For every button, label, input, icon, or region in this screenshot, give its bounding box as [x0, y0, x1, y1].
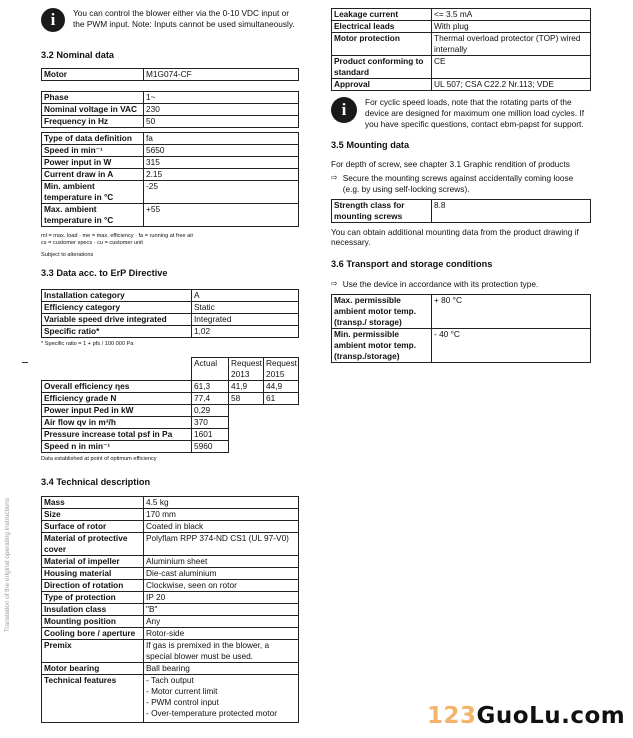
control-note — [41, 8, 299, 32]
blank-header-cell — [42, 358, 192, 381]
voltage-value: 230 — [144, 103, 299, 115]
table-row — [42, 417, 299, 429]
table-row — [42, 496, 299, 508]
motor-bearing-label: Motor bearing — [42, 662, 144, 674]
technical-table — [41, 496, 299, 723]
table-row — [332, 56, 591, 79]
specific-ratio-label: Specific ratio* — [42, 325, 192, 337]
empty-cell — [229, 405, 264, 417]
protective-cover-value: Polyflam RPP 374-ND CS1 (UL 97-V0) — [144, 532, 299, 555]
surface-rotor-value: Coated in black — [144, 520, 299, 532]
empty-cell — [229, 429, 264, 441]
table-row — [42, 301, 299, 313]
electrical-leads-value: With plug — [432, 21, 591, 33]
product-conforming-value: CE — [432, 56, 591, 79]
motor-value: M1G074-CF — [144, 68, 299, 80]
header-request-2013: Request 2013 — [229, 358, 264, 381]
mounting-bullet-text: Secure the mounting screws against accidentally coming loose (e.g. by using self-locking screws). — [342, 173, 574, 194]
efficiency-grade-actual: 77,4 — [192, 393, 229, 405]
mass-label: Mass — [42, 496, 144, 508]
electrical-leads-label: Electrical leads — [332, 21, 432, 33]
subject-to-alterations: Subject to alterations — [41, 252, 94, 259]
impeller-material-value: Aluminium sheet — [144, 555, 299, 567]
table-row — [42, 132, 299, 144]
info-icon: i — [331, 97, 357, 123]
feature-item: - Tach output — [146, 674, 194, 685]
protection-type-value: IP 20 — [144, 591, 299, 603]
table-row — [42, 144, 299, 156]
speed-n-actual: 5960 — [192, 441, 229, 453]
cyclic-load-note-text: For cyclic speed loads, note that the rotating parts of the device are designed for maximum one million load cycles. If you have specific questions, contact ebm-papst for support. — [365, 97, 585, 129]
table-row — [42, 68, 299, 80]
table-row — [42, 674, 299, 722]
arrow-right-icon: ⇨ — [331, 173, 338, 183]
current-draw-value: 2.15 — [144, 168, 299, 180]
cooling-bore-value: Rotor-side — [144, 627, 299, 639]
max-ambient-label: Max. ambient temperature in °C — [42, 203, 144, 226]
motor-bearing-value: Ball bearing — [144, 662, 299, 674]
performance-table — [41, 132, 299, 227]
min-temp-value: - 40 °C — [432, 328, 591, 362]
mounting-heading: 3.5 Mounting data — [331, 139, 410, 150]
specific-ratio-value: 1,02 — [192, 325, 299, 337]
info-icon: i — [41, 8, 65, 32]
mounting-position-value: Any — [144, 615, 299, 627]
rotation-direction-value: Clockwise, seen on rotor — [144, 579, 299, 591]
table-row — [42, 203, 299, 226]
motor-protection-value: Thermal overload protector (TOP) wired internally — [432, 33, 591, 56]
power-input-kw-actual: 0,29 — [192, 405, 229, 417]
feature-item: - Motor current limit — [146, 685, 218, 696]
screw-depth-text: For depth of screw, see chapter 3.1 Graphic rendition of products — [331, 159, 570, 170]
table-row — [42, 532, 299, 555]
overall-efficiency-2013: 41,9 — [229, 381, 264, 393]
watermark-numbers: 123 — [427, 703, 477, 729]
table-row — [332, 9, 591, 21]
max-temp-label: Max. permissible ambient motor temp. (transp./ storage) — [332, 294, 432, 328]
efficiency-grade-2015: 61 — [264, 393, 299, 405]
table-row — [332, 199, 591, 222]
side-translation-text: Translation of the original operating instructions — [4, 498, 11, 633]
mounting-bullet — [331, 173, 591, 195]
leakage-current-label: Leakage current — [332, 9, 432, 21]
strength-class-table — [331, 199, 591, 223]
empty-cell — [229, 417, 264, 429]
table-row — [42, 381, 299, 393]
table-row — [42, 91, 299, 103]
phase-label: Phase — [42, 91, 144, 103]
transport-heading: 3.6 Transport and storage conditions — [331, 259, 493, 270]
data-established-note: Data established at point of optimum efficiency — [41, 456, 157, 463]
frequency-value: 50 — [144, 115, 299, 127]
installation-category-value: A — [192, 289, 299, 301]
efficiency-category-label: Efficiency category — [42, 301, 192, 313]
approval-label: Approval — [332, 79, 432, 91]
table-row — [332, 79, 591, 91]
speed-label: Speed in min⁻¹ — [42, 144, 144, 156]
surface-rotor-label: Surface of rotor — [42, 520, 144, 532]
housing-material-value: Die-cast aluminium — [144, 567, 299, 579]
table-row — [42, 603, 299, 615]
min-ambient-value: -25 — [144, 180, 299, 203]
phase-value: 1~ — [144, 91, 299, 103]
margin-mark — [22, 362, 28, 363]
empty-cell — [229, 441, 264, 453]
motor-label: Motor — [42, 68, 144, 80]
transport-bullet — [331, 279, 591, 290]
empty-cell — [264, 405, 299, 417]
variable-speed-value: Integrated — [192, 313, 299, 325]
table-row — [42, 639, 299, 662]
efficiency-grade-2013: 58 — [229, 393, 264, 405]
air-flow-label: Air flow qv in m³/h — [42, 417, 192, 429]
protective-cover-label: Material of protective cover — [42, 532, 144, 555]
table-row — [42, 115, 299, 127]
table-row — [42, 579, 299, 591]
table-row — [42, 313, 299, 325]
strength-class-label: Strength class for mounting screws — [332, 199, 432, 222]
efficiency-category-value: Static — [192, 301, 299, 313]
table-row — [42, 168, 299, 180]
strength-class-value: 8.8 — [432, 199, 591, 222]
overall-efficiency-actual: 61,3 — [192, 381, 229, 393]
table-row — [332, 33, 591, 56]
table-row — [42, 555, 299, 567]
empty-cell — [264, 441, 299, 453]
header-actual: Actual — [192, 358, 229, 381]
table-row — [42, 662, 299, 674]
nominal-footnote-1: ml = max. load · me = max. efficiency · fa = running at free air — [41, 232, 194, 239]
power-input-label: Power input in W — [42, 156, 144, 168]
premix-value: If gas is premixed in the blower, a special blower must be used. — [144, 639, 299, 662]
site-watermark — [427, 702, 625, 731]
pressure-increase-label: Pressure increase total psf in Pa — [42, 429, 192, 441]
technical-heading: 3.4 Technical description — [41, 477, 151, 488]
insulation-class-label: Insulation class — [42, 603, 144, 615]
overall-efficiency-2015: 44,9 — [264, 381, 299, 393]
leakage-current-value: <= 3.5 mA — [432, 9, 591, 21]
table-row — [42, 508, 299, 520]
premix-label: Premix — [42, 639, 144, 662]
speed-value: 5650 — [144, 144, 299, 156]
efficiency-grade-label: Efficiency grade N — [42, 393, 192, 405]
empty-cell — [264, 417, 299, 429]
table-header-row — [42, 358, 299, 381]
size-value: 170 mm — [144, 508, 299, 520]
voltage-label: Nominal voltage in VAC — [42, 103, 144, 115]
electrical-table — [41, 91, 299, 128]
header-request-2015: Request 2015 — [264, 358, 299, 381]
table-row — [42, 615, 299, 627]
power-input-kw-label: Power input Ped in kW — [42, 405, 192, 417]
overall-efficiency-label: Overall efficiency ηes — [42, 381, 192, 393]
rotation-direction-label: Direction of rotation — [42, 579, 144, 591]
nominal-data-heading: 3.2 Nominal data — [41, 50, 115, 60]
erp-table — [41, 289, 299, 338]
arrow-right-icon: ⇨ — [331, 278, 338, 288]
control-note-text: You can control the blower either via the 0-10 VDC input or the PWM input. Note: Inputs cannot be used simultaneously. — [73, 8, 295, 29]
feature-item: - Over-temperature protected motor — [146, 707, 277, 718]
table-row — [332, 294, 591, 328]
table-row — [42, 180, 299, 203]
cooling-bore-label: Cooling bore / aperture — [42, 627, 144, 639]
product-conforming-label: Product conforming to standard — [332, 56, 432, 79]
max-temp-value: + 80 °C — [432, 294, 591, 328]
impeller-material-label: Material of impeller — [42, 555, 144, 567]
frequency-label: Frequency in Hz — [42, 115, 144, 127]
table-row — [42, 393, 299, 405]
table-row — [42, 156, 299, 168]
max-ambient-value: +55 — [144, 203, 299, 226]
specific-ratio-note: * Specific ratio = 1 + pfs / 100 000 Pa — [41, 340, 134, 347]
protection-type-label: Type of protection — [42, 591, 144, 603]
data-definition-label: Type of data definition — [42, 132, 144, 144]
right-column — [331, 0, 591, 363]
table-row — [42, 405, 299, 417]
current-draw-label: Current draw in A — [42, 168, 144, 180]
watermark-domain: GuoLu.com — [476, 703, 626, 729]
table-row — [42, 325, 299, 337]
size-label: Size — [42, 508, 144, 520]
efficiency-table — [41, 357, 299, 453]
power-input-value: 315 — [144, 156, 299, 168]
table-row — [42, 520, 299, 532]
speed-n-label: Speed n in min⁻¹ — [42, 441, 192, 453]
transport-bullet-text: Use the device in accordance with its protection type. — [342, 278, 539, 289]
table-row — [42, 567, 299, 579]
table-row — [42, 289, 299, 301]
approval-value: UL 507; CSA C22.2 Nr.113; VDE — [432, 79, 591, 91]
installation-category-label: Installation category — [42, 289, 192, 301]
additional-mounting-text: You can obtain additional mounting data from the product drawing if necessary. — [331, 226, 579, 248]
electrical-details-table — [331, 8, 591, 91]
min-ambient-label: Min. ambient temperature in °C — [42, 180, 144, 203]
transport-table — [331, 294, 591, 363]
table-row — [42, 103, 299, 115]
left-column — [41, 0, 299, 723]
table-row — [42, 627, 299, 639]
table-row — [42, 429, 299, 441]
table-row — [42, 591, 299, 603]
nominal-footnote-2: cs = customer specs · cu = customer unit — [41, 239, 143, 246]
feature-item: - PWM control input — [146, 696, 219, 707]
mass-value: 4.5 kg — [144, 496, 299, 508]
table-row — [332, 328, 591, 362]
air-flow-actual: 370 — [192, 417, 229, 429]
min-temp-label: Min. permissible ambient motor temp. (transp./storage) — [332, 328, 432, 362]
motor-table — [41, 68, 299, 81]
housing-material-label: Housing material — [42, 567, 144, 579]
motor-protection-label: Motor protection — [332, 33, 432, 56]
technical-features-label: Technical features — [42, 674, 144, 722]
mounting-position-label: Mounting position — [42, 615, 144, 627]
cyclic-load-note — [331, 97, 591, 130]
table-row — [42, 441, 299, 453]
table-row — [332, 21, 591, 33]
erp-heading: 3.3 Data acc. to ErP Directive — [41, 268, 168, 279]
technical-features-value — [144, 674, 299, 722]
data-definition-value: fa — [144, 132, 299, 144]
pressure-increase-actual: 1601 — [192, 429, 229, 441]
empty-cell — [264, 429, 299, 441]
insulation-class-value: "B" — [144, 603, 299, 615]
variable-speed-label: Variable speed drive integrated — [42, 313, 192, 325]
